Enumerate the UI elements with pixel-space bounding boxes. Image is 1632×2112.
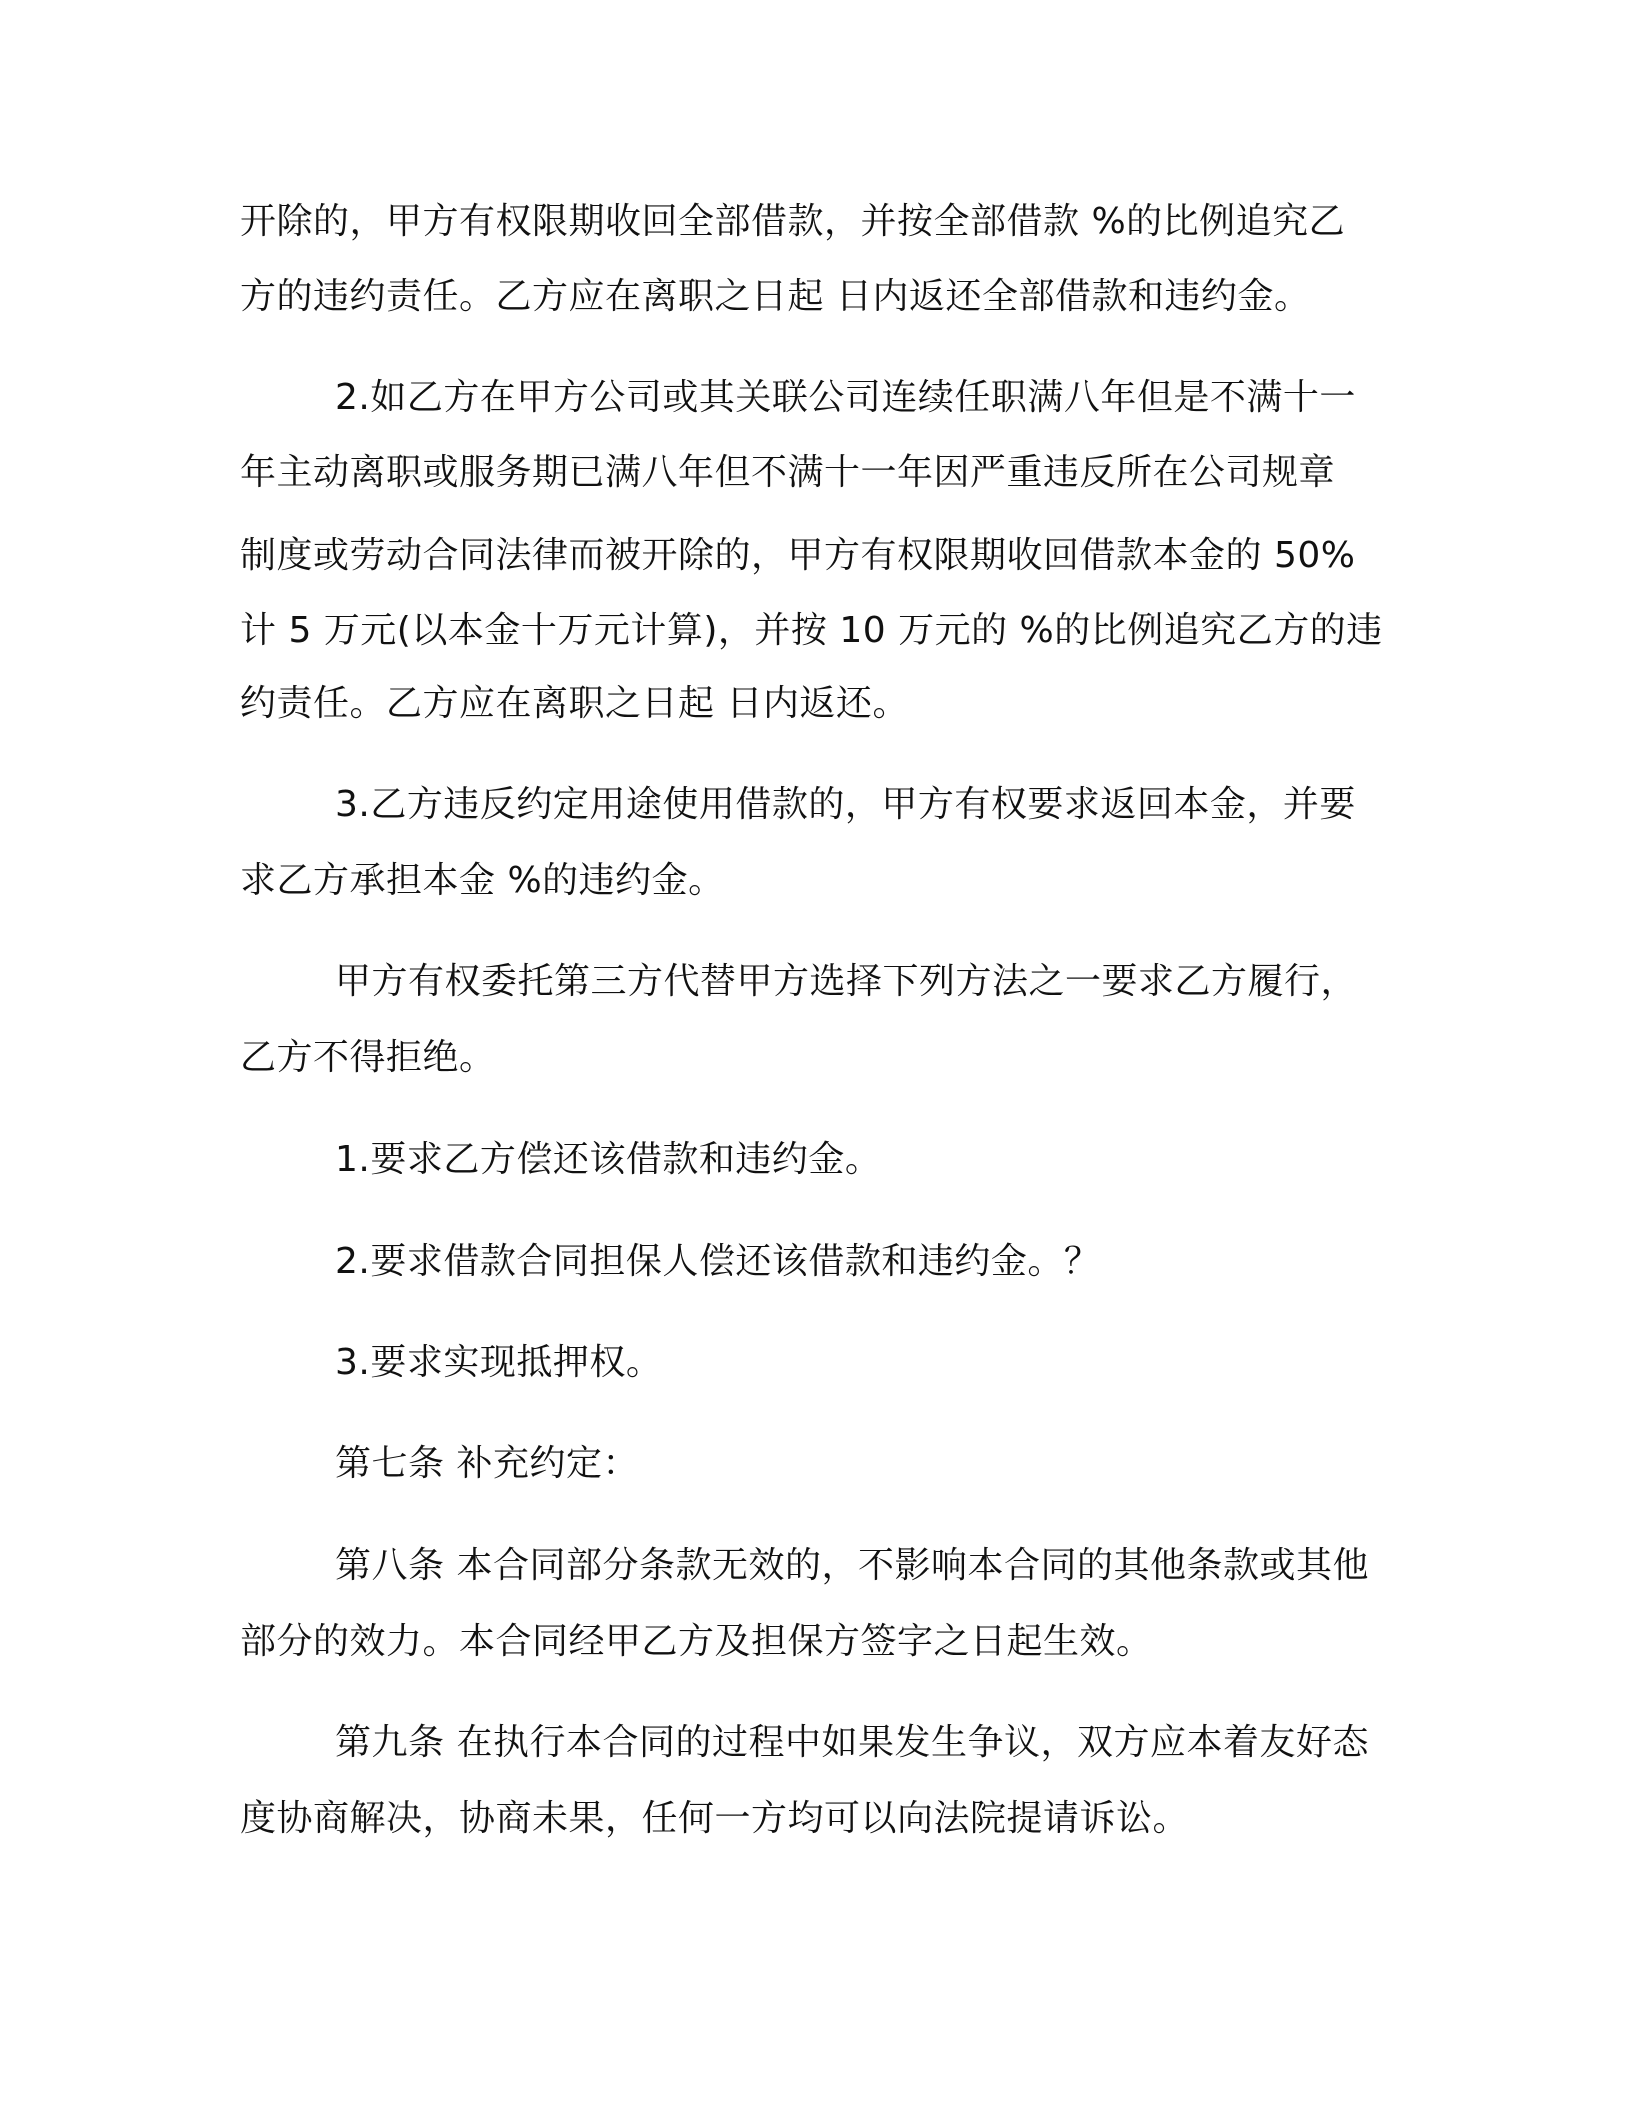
text-line-5: 制度或劳动合同法律而被开除的，甲方有权限期收回借款本金的 50% — [240, 535, 1356, 576]
text-line-14: 3.要求实现抵押权。 — [335, 1342, 663, 1383]
text-line-12: 1.要求乙方偿还该借款和违约金。 — [335, 1139, 882, 1180]
text-line-15: 第七条 补充约定： — [335, 1443, 639, 1484]
text-line-2: 方的违约责任。乙方应在离职之日起 日内返还全部借款和违约金。 — [240, 276, 1311, 317]
text-line-8: 3.乙方违反约定用途使用借款的，甲方有权要求返回本金，并要 — [335, 784, 1356, 825]
text-line-3: 2.如乙方在甲方公司或其关联公司连续任职满八年但是不满十一 — [335, 377, 1356, 418]
text-line-13: 2.要求借款合同担保人偿还该借款和违约金。？ — [335, 1241, 1101, 1282]
text-line-9: 求乙方承担本金 %的违约金。 — [240, 860, 725, 901]
text-line-19: 度协商解决，协商未果，任何一方均可以向法院提请诉讼。 — [240, 1798, 1190, 1839]
text-line-17: 部分的效力。本合同经甲乙方及担保方签字之日起生效。 — [240, 1621, 1153, 1662]
text-line-11: 乙方不得拒绝。 — [240, 1037, 496, 1078]
text-line-18: 第九条 在执行本合同的过程中如果发生争议，双方应本着友好态 — [335, 1722, 1369, 1763]
text-line-16: 第八条 本合同部分条款无效的，不影响本合同的其他条款或其他 — [335, 1545, 1369, 1586]
text-line-7: 约责任。乙方应在离职之日起 日内返还。 — [240, 683, 909, 724]
text-line-10: 甲方有权委托第三方代替甲方选择下列方法之一要求乙方履行， — [335, 961, 1358, 1002]
text-line-1: 开除的，甲方有权限期收回全部借款，并按全部借款 %的比例追究乙 — [240, 201, 1346, 242]
text-line-6: 计 5 万元(以本金十万元计算)，并按 10 万元的 %的比例追究乙方的违 — [240, 610, 1383, 651]
text-line-4: 年主动离职或服务期已满八年但不满十一年因严重违反所在公司规章 — [240, 452, 1336, 493]
